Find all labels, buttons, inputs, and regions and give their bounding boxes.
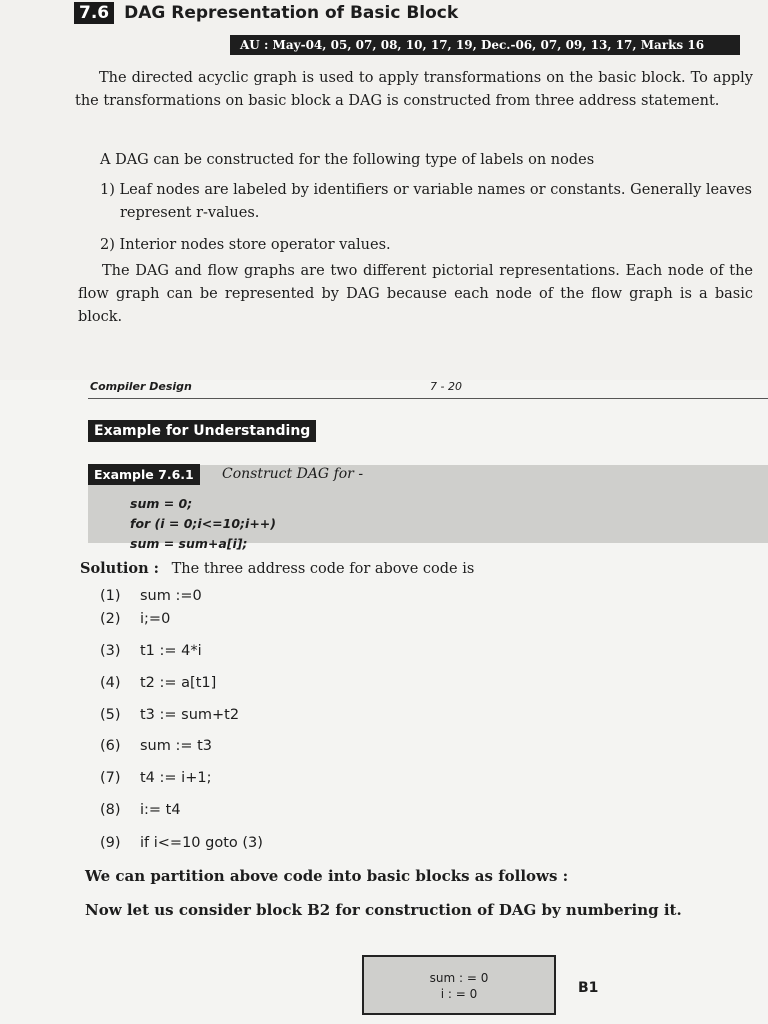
running-header-book: Compiler Design — [90, 380, 192, 393]
point-interior-nodes: 2) Interior nodes store operator values. — [100, 237, 391, 253]
example-label: Example 7.6.1 — [88, 464, 200, 485]
tac-code: if i<=10 goto (3) — [140, 835, 263, 851]
example-task: Construct DAG for - — [222, 466, 364, 482]
section-number: 7.6 — [74, 2, 114, 24]
tac-number: (3) — [100, 643, 121, 659]
tac-line-7 — [100, 770, 211, 786]
textbook-page-top — [0, 0, 768, 380]
tac-line-4 — [100, 675, 216, 691]
tac-number: (7) — [100, 770, 121, 786]
section-heading — [74, 2, 458, 24]
code-line-3: sum = sum+a[i]; — [130, 536, 248, 551]
tac-line-5 — [100, 707, 239, 723]
partition-sentence: We can partition above code into basic blocks as follows : — [85, 867, 569, 885]
block-line-2: i : = 0 — [440, 987, 478, 1001]
tac-code: t4 := i+1; — [140, 770, 212, 786]
closing-paragraph: The DAG and flow graphs are two different pictorial representations. Each node of the flow graph can be represented by DAG because each node of the flow graph is a basic block. — [78, 263, 753, 325]
tac-line-8 — [100, 802, 181, 818]
tac-code: t2 := a[t1] — [140, 675, 217, 691]
solution-text: The three address code for above code is — [171, 561, 475, 577]
basic-block-b1 — [362, 955, 556, 1015]
tac-line-9 — [100, 835, 263, 851]
tac-code: t1 := 4*i — [140, 643, 202, 659]
running-header-page: 7 - 20 — [430, 380, 462, 393]
tac-code: t3 := sum+t2 — [140, 707, 240, 723]
solution-label: Solution : — [80, 560, 160, 577]
example-banner: Example for Understanding — [88, 420, 316, 442]
exam-reference-bar: AU : May-04, 05, 07, 08, 10, 17, 19, Dec.-06, 07, 09, 13, 17, Marks 16 — [230, 35, 740, 55]
tac-number: (2) — [100, 611, 121, 627]
tac-number: (6) — [100, 738, 121, 754]
code-line-2: for (i = 0;i<=10;i++) — [130, 516, 276, 531]
tac-code: i;=0 — [140, 611, 171, 627]
consider-sentence: Now let us consider block B2 for construction of DAG by numbering it. — [85, 901, 682, 919]
intro-paragraph: The directed acyclic graph is used to apply transformations on the basic block. To apply the transformations on basic block a DAG is constructed from three address statement. — [75, 70, 753, 109]
tac-number: (9) — [100, 835, 121, 851]
textbook-page-bottom — [0, 380, 768, 1024]
tac-number: (4) — [100, 675, 121, 691]
block-name: B1 — [578, 980, 599, 996]
tac-line-6 — [100, 738, 212, 754]
labels-lead: A DAG can be constructed for the following type of labels on nodes — [100, 152, 595, 168]
section-title: DAG Representation of Basic Block — [124, 3, 459, 23]
tac-line-1 — [100, 588, 202, 604]
header-rule — [88, 398, 768, 399]
code-line-1: sum = 0; — [130, 496, 193, 511]
tac-line-2 — [100, 611, 170, 627]
tac-line-3 — [100, 643, 202, 659]
tac-number: (5) — [100, 707, 121, 723]
tac-code: sum :=0 — [140, 588, 202, 604]
block-line-1: sum : = 0 — [429, 971, 489, 985]
tac-code: sum := t3 — [140, 738, 213, 754]
tac-number: (1) — [100, 588, 121, 604]
point-leaf-nodes: 1) Leaf nodes are labeled by identifiers or variable names or constants. Generally leaves represent r-values. — [100, 182, 752, 221]
solution-line — [80, 560, 474, 577]
tac-code: i:= t4 — [140, 802, 181, 818]
tac-number: (8) — [100, 802, 121, 818]
